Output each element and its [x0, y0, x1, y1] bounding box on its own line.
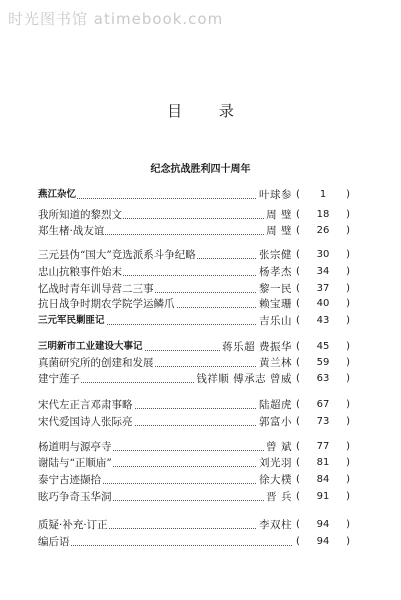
page-number: 59: [316, 357, 330, 368]
close-paren: ): [346, 399, 350, 410]
toc-entry-page: [296, 224, 350, 238]
open-paren: (: [296, 536, 300, 547]
page-number: 91: [316, 491, 330, 502]
page-number: 1: [319, 189, 327, 200]
toc-entry-title: 三元军民剿匪记: [38, 315, 105, 326]
dot-leader: [40, 198, 292, 199]
toc-entry-page: [296, 398, 350, 412]
toc-entry[interactable]: [38, 282, 350, 296]
toc-entry-page: [296, 340, 350, 354]
page-number: 94: [316, 536, 330, 547]
page-number: 84: [316, 474, 330, 485]
close-paren: ): [346, 357, 350, 368]
page-number: 45: [316, 341, 330, 352]
toc-entry-author: 晋 兵: [266, 491, 292, 503]
toc-entry-title: 眩巧争奇玉华洞: [38, 491, 112, 503]
close-paren: ): [346, 519, 350, 530]
toc-entry-author: 赖宝珊: [259, 298, 292, 310]
toc-entry-page: [296, 535, 350, 549]
close-paren: ): [346, 474, 350, 485]
open-paren: (: [296, 298, 300, 309]
toc-entry-page: [296, 297, 350, 311]
toc-entry-author: 郭富小: [259, 416, 292, 428]
page-title: 目 录: [167, 102, 250, 120]
toc-entry-title: 忆战时青年训导营二三事: [38, 283, 154, 295]
toc-entry-author: 黎一民: [259, 283, 292, 295]
close-paren: ): [346, 189, 350, 200]
toc-entry-author: 杨孝杰: [259, 266, 292, 278]
close-paren: ): [346, 536, 350, 547]
toc-entry-title: 我所知道的黎烈文: [38, 209, 122, 221]
toc-entry[interactable]: [38, 224, 350, 238]
toc-entry[interactable]: [38, 440, 350, 454]
toc-entry-title: 宋代左正言邓肃事略: [38, 399, 133, 411]
close-paren: ): [346, 457, 350, 468]
open-paren: (: [296, 315, 300, 326]
toc-entry-title: 建宁莲子: [38, 373, 80, 385]
close-paren: ): [346, 225, 350, 236]
close-paren: ): [346, 283, 350, 294]
toc-entry-title: 谢陆与“正顺庙”: [38, 457, 112, 469]
toc-entry[interactable]: [38, 188, 350, 202]
toc-entry[interactable]: [38, 340, 350, 354]
page-number: 73: [316, 416, 330, 427]
toc-entry[interactable]: [38, 415, 350, 429]
close-paren: ): [346, 249, 350, 260]
close-paren: ): [346, 209, 350, 220]
close-paren: ): [346, 266, 350, 277]
toc-entry-title: 燕江杂忆: [38, 189, 77, 200]
close-paren: ): [346, 315, 350, 326]
open-paren: (: [296, 491, 300, 502]
open-paren: (: [296, 189, 300, 200]
watermark: 时光图书馆 atimebook.com: [8, 10, 224, 28]
close-paren: ): [346, 416, 350, 427]
open-paren: (: [296, 225, 300, 236]
page-number: 67: [316, 399, 330, 410]
toc-entry-title: 郑生楮·战友谊: [38, 225, 105, 237]
toc-entry-page: [296, 372, 350, 386]
toc-entry-author: 蒋乐超 费振华: [222, 341, 292, 353]
page-number: 26: [316, 225, 330, 236]
open-paren: (: [296, 283, 300, 294]
page-number: 81: [316, 457, 330, 468]
toc-entry[interactable]: [38, 490, 350, 504]
toc-entry-page: [296, 415, 350, 429]
toc-entry[interactable]: [38, 398, 350, 412]
toc-entry[interactable]: [38, 248, 350, 262]
toc-entry-title: 杨道明与源亭寺: [38, 441, 112, 453]
open-paren: (: [296, 399, 300, 410]
open-paren: (: [296, 357, 300, 368]
open-paren: (: [296, 341, 300, 352]
open-paren: (: [296, 209, 300, 220]
page-number: 18: [316, 209, 330, 220]
toc-entry-author: 曾 斌: [266, 441, 292, 453]
page-number: 94: [316, 519, 330, 530]
open-paren: (: [296, 266, 300, 277]
toc-entry-page: [296, 265, 350, 279]
open-paren: (: [296, 416, 300, 427]
close-paren: ): [346, 373, 350, 384]
toc-entry-author: 周 璧: [266, 209, 292, 221]
page-number: 77: [316, 441, 330, 452]
toc-entry[interactable]: [38, 372, 350, 386]
close-paren: ): [346, 341, 350, 352]
toc-entry-title: 三元县伪“国大”竞选派系斗争纪略: [38, 249, 196, 261]
toc-entry-page: [296, 282, 350, 296]
page-number: 37: [316, 283, 330, 294]
open-paren: (: [296, 457, 300, 468]
toc-entry-author: 刘光羽: [259, 457, 292, 469]
toc-entry-page: [296, 248, 350, 262]
toc-entry-author: 黄兰林: [259, 357, 292, 369]
toc-entry-page: [296, 314, 350, 328]
toc-entry-author: 张宗健: [259, 249, 292, 261]
toc-entry-title: 泰宁古迹撷拾: [38, 474, 101, 486]
toc-entry-title: 质疑·补充·订正: [38, 519, 108, 531]
toc-entry[interactable]: [38, 473, 350, 487]
open-paren: (: [296, 519, 300, 530]
toc-entry-author: 陆超虎: [259, 399, 292, 411]
page-number: 43: [316, 315, 330, 326]
close-paren: ): [346, 441, 350, 452]
toc-entry-title: 宋代爱国诗人张际亮: [38, 416, 133, 428]
toc-entry-page: [296, 356, 350, 370]
toc-entry-page: [296, 208, 350, 222]
section-heading: 纪念抗战胜利四十周年: [150, 164, 251, 175]
toc-entry-author: 钱祥顺 傅承志 曾威: [196, 373, 292, 385]
toc-entry[interactable]: [38, 535, 350, 549]
open-paren: (: [296, 249, 300, 260]
toc-entry[interactable]: [38, 265, 350, 279]
page-number: 63: [316, 373, 330, 384]
toc-entry-page: [296, 440, 350, 454]
dot-leader: [40, 545, 292, 546]
page-number: 34: [316, 266, 330, 277]
toc-entry-page: [296, 518, 350, 532]
toc-entry-page: [296, 490, 350, 504]
close-paren: ): [346, 491, 350, 502]
toc-entry-page: [296, 473, 350, 487]
page-number: 40: [316, 298, 330, 309]
toc-entry-author: 徐大樸: [259, 474, 292, 486]
toc-entry-author: 叶球参: [259, 189, 292, 201]
toc-entry-title: 三明新市工业建设大事记: [38, 341, 143, 352]
toc-entry[interactable]: [38, 356, 350, 370]
toc-entry-page: [296, 188, 350, 202]
toc-entry[interactable]: [38, 456, 350, 470]
toc-entry-author: 吉乐山: [259, 315, 292, 327]
toc-entry-author: 李双柱: [259, 519, 292, 531]
open-paren: (: [296, 373, 300, 384]
toc-entry-title: 编后语: [38, 536, 70, 548]
toc-entry-page: [296, 456, 350, 470]
open-paren: (: [296, 474, 300, 485]
toc-entry[interactable]: [38, 297, 350, 311]
open-paren: (: [296, 441, 300, 452]
toc-entry-title: 抗日战争时期农学院学运鳞爪: [38, 298, 175, 310]
page-number: 30: [316, 249, 330, 260]
close-paren: ): [346, 298, 350, 309]
toc-entry[interactable]: [38, 314, 350, 328]
toc-entry[interactable]: [38, 518, 350, 532]
toc-entry[interactable]: [38, 208, 350, 222]
toc-entry-author: 周 璧: [266, 225, 292, 237]
toc-entry-title: 忠山抗粮事件始末: [38, 266, 122, 278]
toc-entry-title: 真菌研究所的创建和发展: [38, 357, 154, 369]
